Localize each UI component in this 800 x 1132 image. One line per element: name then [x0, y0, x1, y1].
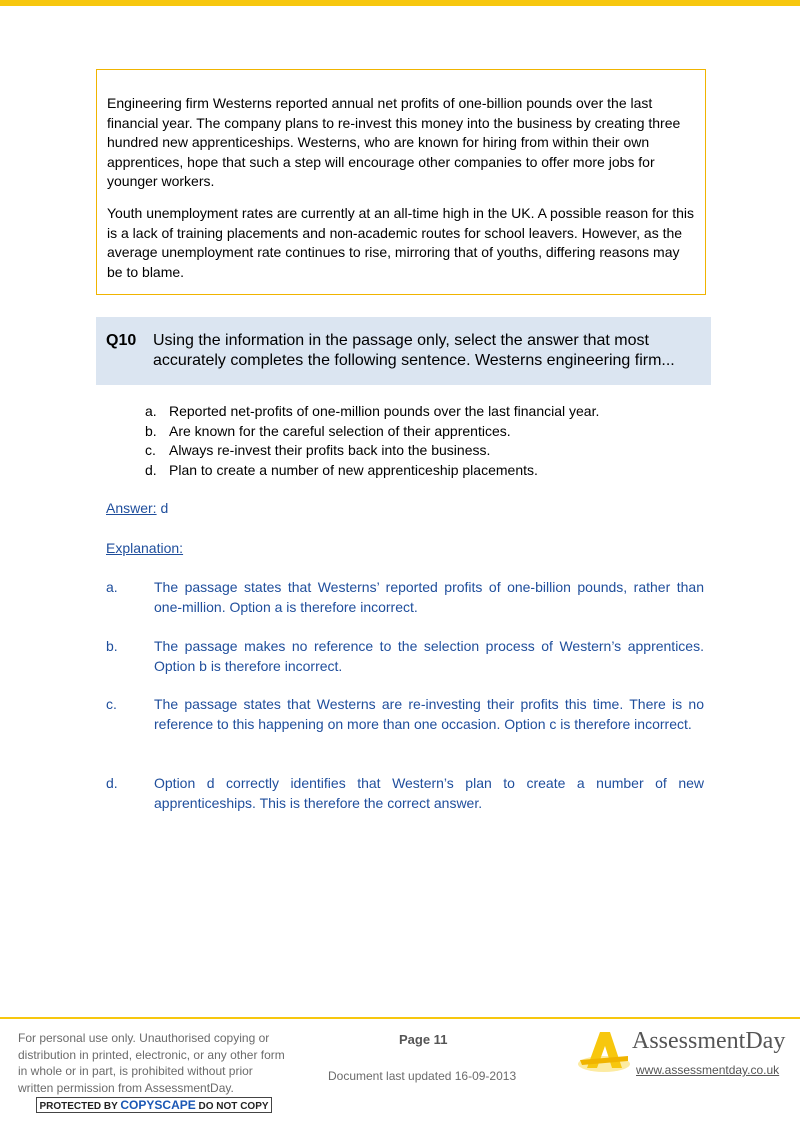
option-text: Plan to create a number of new apprenticeship placements.: [169, 461, 538, 478]
explanation-text: The passage states that Westerns are re-investing their profits this time. There is no reference to this happening on more than one occasion. Option c is therefore incorrect.: [154, 696, 704, 732]
question-number: Q10: [106, 332, 137, 349]
logo-text: AssessmentDay: [632, 1028, 786, 1054]
copyscape-brand: COPYSCAPE: [120, 1098, 196, 1112]
explanation-text: The passage states that Westerns’ reported profits of one-billion pounds, rather than one-million. Option a is therefore incorrect.: [154, 579, 704, 615]
explanation-label: Explanation:: [106, 540, 184, 556]
passage-box: [96, 69, 706, 295]
explanation-letter: b.: [106, 638, 118, 654]
explanation-letter: c.: [106, 696, 117, 712]
top-accent-bar: [0, 0, 800, 6]
answer-label: Answer:: [106, 500, 157, 516]
document-updated-date: Document last updated 16-09-2013: [328, 1069, 517, 1083]
option-letter: b.: [145, 422, 157, 439]
option-item: [145, 461, 599, 481]
explanation-text: Option d correctly identifies that Western’s plan to create a number of new apprenticeships. This is therefore the correct answer.: [154, 775, 704, 811]
option-item: [145, 402, 599, 422]
option-text: Reported net-profits of one-million pounds over the last financial year.: [169, 403, 600, 419]
answer-line: [106, 500, 168, 516]
question-text: Using the information in the passage only, select the answer that most accurately completes the following sentence. Westerns engineering firm...: [153, 332, 675, 369]
explanation-letter: d.: [106, 775, 118, 791]
answer-value: d: [156, 500, 169, 516]
website-link[interactable]: www.assessmentday.co.uk: [636, 1063, 780, 1077]
option-item: [145, 422, 599, 442]
page-number: Page 11: [399, 1032, 448, 1047]
footer-legal-text: For personal use only. Unauthorised copying or distribution in printed, electronic, or any other form in whole or in part, is prohibited without prior written permission from AssessmentDay.: [18, 1031, 285, 1095]
copyscape-badge[interactable]: [36, 1097, 272, 1113]
explanation-text: The passage makes no reference to the selection process of Western’s apprentices. Option b is therefore incorrect.: [154, 638, 704, 674]
assessmentday-logo-icon: [578, 1030, 634, 1074]
option-letter: d.: [145, 461, 157, 478]
passage-paragraph: Youth unemployment rates are currently at an all-time high in the UK. A possible reason for this is a lack of training placements and non-academic routes for school leavers. However, as the average unemployment rate continues to rise, mirroring that of youths, differing reasons may be to blame.: [107, 204, 695, 280]
option-letter: a.: [145, 403, 157, 419]
explanation-letter: a.: [106, 579, 118, 595]
footer-divider: [0, 1017, 800, 1019]
copyscape-prefix: PROTECTED BY: [39, 1101, 121, 1112]
copyscape-suffix: DO NOT COPY: [195, 1101, 269, 1112]
option-letter: c.: [145, 442, 156, 458]
answer-options: [145, 402, 599, 480]
passage-paragraph: Engineering firm Westerns reported annual net profits of one-billion pounds over the last financial year. The company plans to re-invest this money into the business by creating three hundred new apprenticeships. Westerns, who are known for hiring from within their own apprentices, hope that such a step will encourage other companies to offer more jobs for younger workers.: [107, 95, 681, 190]
question-box: [96, 317, 711, 385]
option-text: Always re-invest their profits back into the business.: [169, 442, 491, 458]
option-text: Are known for the careful selection of their apprentices.: [169, 422, 511, 439]
option-item: [145, 441, 599, 461]
